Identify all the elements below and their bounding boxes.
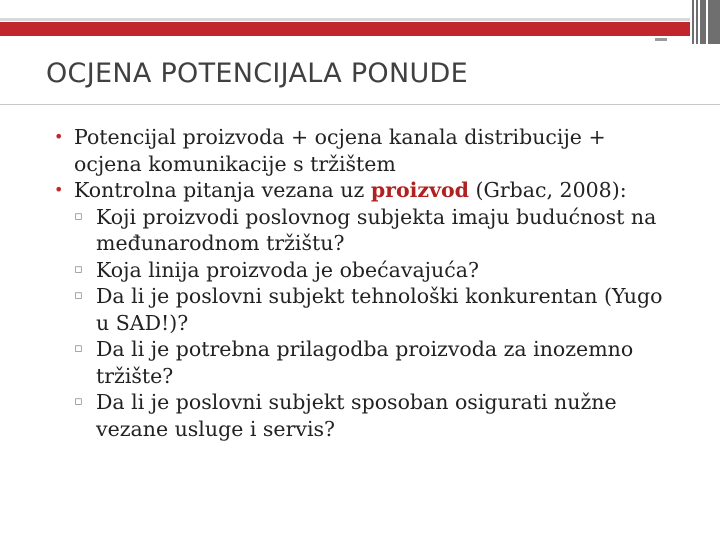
bullet-highlight: proizvod <box>370 178 469 202</box>
top-tick-mark <box>655 38 667 41</box>
sub-bullet-text: Koja linija proizvoda je obećavajuća? <box>96 257 479 282</box>
title-divider <box>0 104 720 105</box>
bullet-text: Potencijal proizvoda + ocjena kanala distribucije + ocjena komunikacije s tržištem <box>74 125 606 176</box>
bullet-text-before: Kontrolna pitanja vezana uz <box>74 178 371 202</box>
top-stripes <box>692 0 720 44</box>
sub-bullet-marker: ▫ <box>74 341 83 356</box>
sub-bullet-item <box>52 336 672 389</box>
sub-bullet-text: Da li je poslovni subjekt tehnološki konkurentan (Yugo u SAD!)? <box>96 284 663 335</box>
sub-bullet-item <box>52 283 672 336</box>
sub-bullet-text: Da li je poslovni subjekt sposoban osigurati nužne vezane usluge i servis? <box>96 390 617 441</box>
sub-bullet-item <box>52 204 672 257</box>
sub-bullet-text: Koji proizvodi poslovnog subjekta imaju budućnost na međunarodnom tržištu? <box>96 204 657 255</box>
slide-body <box>52 124 672 442</box>
sub-bullet-marker: ▫ <box>74 288 83 303</box>
top-gray-line <box>0 18 690 21</box>
bullet-marker: • <box>54 180 64 199</box>
sub-bullet-text: Da li je potrebna prilagodba proizvoda za inozemno tržište? <box>96 337 634 388</box>
bullet-marker: • <box>54 127 64 146</box>
sub-bullet-marker: ▫ <box>74 394 83 409</box>
slide-title: OCJENA POTENCIJALA PONUDE <box>46 58 468 89</box>
bullet-item <box>52 177 672 204</box>
sub-bullet-marker: ▫ <box>74 208 83 224</box>
sub-bullet-item <box>52 257 672 284</box>
sub-bullet-marker: ▫ <box>74 261 83 277</box>
bullet-text-after: (Grbac, 2008): <box>468 178 627 202</box>
bullet-item <box>52 124 672 177</box>
top-decorative-bar <box>0 0 720 44</box>
sub-bullet-item <box>52 389 672 442</box>
top-red-band <box>0 22 690 36</box>
